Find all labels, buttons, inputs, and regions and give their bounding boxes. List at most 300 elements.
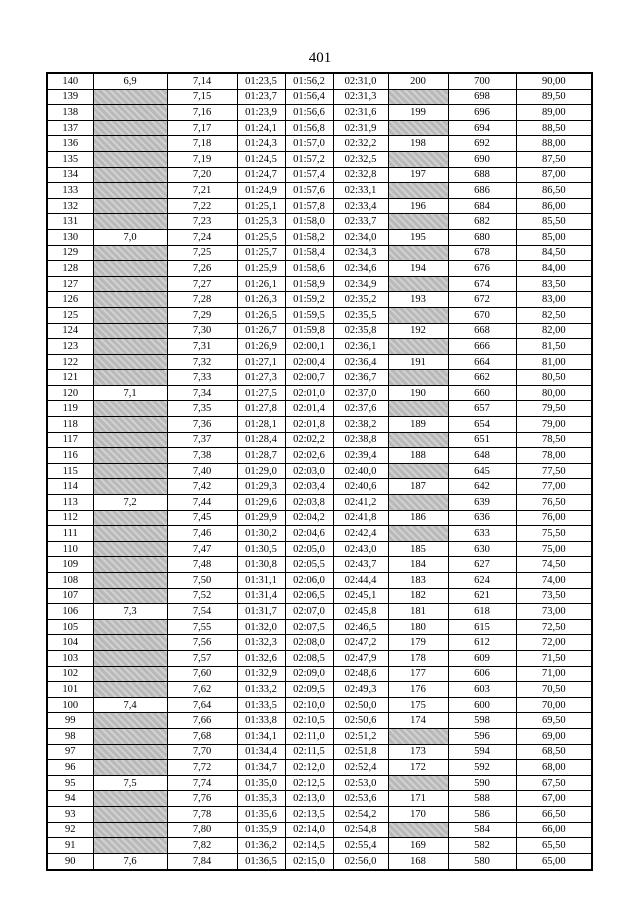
col3-cell: 7,19: [167, 151, 237, 167]
col2-cell: [93, 463, 167, 479]
time2-cell: 02:04,6: [285, 526, 333, 542]
col9-cell: 72,00: [516, 635, 592, 651]
score-cell: 95: [47, 775, 93, 791]
time3-cell: 02:40,0: [333, 463, 388, 479]
col9-cell: 87,00: [516, 167, 592, 183]
time1-cell: 01:34,4: [237, 744, 285, 760]
score-cell: 107: [47, 588, 93, 604]
time1-cell: 01:33,5: [237, 697, 285, 713]
score-cell: 92: [47, 822, 93, 838]
score-cell: 90: [47, 853, 93, 870]
score-cell: 134: [47, 167, 93, 183]
col3-cell: 7,18: [167, 136, 237, 152]
time3-cell: 02:45,1: [333, 588, 388, 604]
col7-cell: 185: [388, 541, 448, 557]
col3-cell: 7,55: [167, 619, 237, 635]
time1-cell: 01:26,7: [237, 323, 285, 339]
table-row: [47, 495, 592, 511]
time3-cell: 02:44,4: [333, 573, 388, 589]
col3-cell: 7,33: [167, 370, 237, 386]
score-cell: 93: [47, 806, 93, 822]
score-cell: 109: [47, 557, 93, 573]
time3-cell: 02:56,0: [333, 853, 388, 870]
table-row: [47, 791, 592, 807]
col2-cell: [93, 307, 167, 323]
col3-cell: 7,45: [167, 510, 237, 526]
table-row: [47, 604, 592, 620]
col3-cell: 7,35: [167, 401, 237, 417]
col3-cell: 7,80: [167, 822, 237, 838]
col7-cell: 178: [388, 650, 448, 666]
col8-cell: 621: [448, 588, 516, 604]
time2-cell: 02:05,0: [285, 541, 333, 557]
time3-cell: 02:35,5: [333, 307, 388, 323]
col3-cell: 7,20: [167, 167, 237, 183]
col3-cell: 7,72: [167, 760, 237, 776]
score-cell: 140: [47, 73, 93, 89]
col3-cell: 7,68: [167, 728, 237, 744]
time1-cell: 01:32,9: [237, 666, 285, 682]
col8-cell: 654: [448, 417, 516, 433]
score-cell: 98: [47, 728, 93, 744]
score-cell: 120: [47, 385, 93, 401]
col7-cell: 191: [388, 354, 448, 370]
time1-cell: 01:25,9: [237, 261, 285, 277]
score-cell: 102: [47, 666, 93, 682]
time3-cell: 02:36,7: [333, 370, 388, 386]
time1-cell: 01:23,7: [237, 89, 285, 105]
col2-cell: [93, 448, 167, 464]
time2-cell: 01:59,8: [285, 323, 333, 339]
col8-cell: 694: [448, 120, 516, 136]
col7-cell: 198: [388, 136, 448, 152]
time3-cell: 02:32,5: [333, 151, 388, 167]
col9-cell: 75,50: [516, 526, 592, 542]
time1-cell: 01:26,5: [237, 307, 285, 323]
table-row: [47, 728, 592, 744]
time2-cell: 01:57,0: [285, 136, 333, 152]
time3-cell: 02:36,1: [333, 339, 388, 355]
col7-cell: 177: [388, 666, 448, 682]
col9-cell: 82,00: [516, 323, 592, 339]
col8-cell: 684: [448, 198, 516, 214]
col9-cell: 67,50: [516, 775, 592, 791]
table-row: [47, 385, 592, 401]
score-cell: 100: [47, 697, 93, 713]
col3-cell: 7,16: [167, 105, 237, 121]
table-row: [47, 276, 592, 292]
time2-cell: 02:01,8: [285, 417, 333, 433]
col8-cell: 700: [448, 73, 516, 89]
col8-cell: 668: [448, 323, 516, 339]
time2-cell: 02:15,0: [285, 853, 333, 870]
col8-cell: 657: [448, 401, 516, 417]
col9-cell: 76,50: [516, 495, 592, 511]
col8-cell: 624: [448, 573, 516, 589]
col2-cell: [93, 635, 167, 651]
time3-cell: 02:54,8: [333, 822, 388, 838]
time1-cell: 01:34,7: [237, 760, 285, 776]
col2-cell: 7,3: [93, 604, 167, 620]
col8-cell: 682: [448, 214, 516, 230]
col7-cell: 189: [388, 417, 448, 433]
time3-cell: 02:39,4: [333, 448, 388, 464]
col2-cell: [93, 557, 167, 573]
table-row: [47, 167, 592, 183]
col3-cell: 7,52: [167, 588, 237, 604]
col3-cell: 7,84: [167, 853, 237, 870]
time1-cell: 01:25,7: [237, 245, 285, 261]
time2-cell: 02:11,0: [285, 728, 333, 744]
time2-cell: 01:56,8: [285, 120, 333, 136]
col8-cell: 580: [448, 853, 516, 870]
col3-cell: 7,76: [167, 791, 237, 807]
time1-cell: 01:30,8: [237, 557, 285, 573]
col2-cell: [93, 791, 167, 807]
table-row: [47, 151, 592, 167]
col7-cell: [388, 728, 448, 744]
time1-cell: 01:29,9: [237, 510, 285, 526]
table-row: [47, 229, 592, 245]
col2-cell: [93, 323, 167, 339]
col9-cell: 70,00: [516, 697, 592, 713]
col2-cell: [93, 292, 167, 308]
score-cell: 126: [47, 292, 93, 308]
score-cell: 99: [47, 713, 93, 729]
col7-cell: 197: [388, 167, 448, 183]
col8-cell: 596: [448, 728, 516, 744]
col3-cell: 7,38: [167, 448, 237, 464]
time1-cell: 01:26,3: [237, 292, 285, 308]
col9-cell: 69,00: [516, 728, 592, 744]
col2-cell: [93, 479, 167, 495]
col3-cell: 7,56: [167, 635, 237, 651]
time1-cell: 01:25,5: [237, 229, 285, 245]
col3-cell: 7,31: [167, 339, 237, 355]
time2-cell: 01:57,8: [285, 198, 333, 214]
time2-cell: 02:00,7: [285, 370, 333, 386]
time2-cell: 01:57,6: [285, 183, 333, 199]
col8-cell: 639: [448, 495, 516, 511]
col7-cell: 184: [388, 557, 448, 573]
col8-cell: 642: [448, 479, 516, 495]
col2-cell: [93, 401, 167, 417]
time2-cell: 02:07,0: [285, 604, 333, 620]
col7-cell: 181: [388, 604, 448, 620]
time2-cell: 02:08,5: [285, 650, 333, 666]
time1-cell: 01:23,9: [237, 105, 285, 121]
col7-cell: 188: [388, 448, 448, 464]
col8-cell: 633: [448, 526, 516, 542]
col2-cell: [93, 105, 167, 121]
time2-cell: 01:58,6: [285, 261, 333, 277]
score-cell: 108: [47, 573, 93, 589]
time3-cell: 02:54,2: [333, 806, 388, 822]
time3-cell: 02:43,7: [333, 557, 388, 573]
table-row: [47, 682, 592, 698]
time2-cell: 01:58,9: [285, 276, 333, 292]
col7-cell: 193: [388, 292, 448, 308]
col8-cell: 636: [448, 510, 516, 526]
time2-cell: 02:12,5: [285, 775, 333, 791]
score-cell: 115: [47, 463, 93, 479]
score-cell: 132: [47, 198, 93, 214]
table-row: [47, 105, 592, 121]
col3-cell: 7,27: [167, 276, 237, 292]
time3-cell: 02:41,2: [333, 495, 388, 511]
time2-cell: 02:03,8: [285, 495, 333, 511]
time3-cell: 02:52,4: [333, 760, 388, 776]
col2-cell: [93, 588, 167, 604]
time3-cell: 02:36,4: [333, 354, 388, 370]
table-row: [47, 760, 592, 776]
col3-cell: 7,60: [167, 666, 237, 682]
col7-cell: 199: [388, 105, 448, 121]
col9-cell: 83,00: [516, 292, 592, 308]
col7-cell: [388, 151, 448, 167]
col3-cell: 7,22: [167, 198, 237, 214]
table-row: [47, 526, 592, 542]
col8-cell: 670: [448, 307, 516, 323]
time1-cell: 01:24,9: [237, 183, 285, 199]
table-row: [47, 666, 592, 682]
col7-cell: [388, 822, 448, 838]
score-cell: 116: [47, 448, 93, 464]
time2-cell: 01:56,6: [285, 105, 333, 121]
time1-cell: 01:24,7: [237, 167, 285, 183]
table-row: [47, 463, 592, 479]
col8-cell: 672: [448, 292, 516, 308]
col8-cell: 680: [448, 229, 516, 245]
score-cell: 114: [47, 479, 93, 495]
col3-cell: 7,82: [167, 838, 237, 854]
col9-cell: 79,00: [516, 417, 592, 433]
col8-cell: 692: [448, 136, 516, 152]
col8-cell: 627: [448, 557, 516, 573]
col8-cell: 664: [448, 354, 516, 370]
time2-cell: 02:10,5: [285, 713, 333, 729]
table-row: [47, 775, 592, 791]
col9-cell: 84,50: [516, 245, 592, 261]
col2-cell: 7,2: [93, 495, 167, 511]
table-row: [47, 853, 592, 870]
time2-cell: 02:03,4: [285, 479, 333, 495]
col3-cell: 7,66: [167, 713, 237, 729]
time3-cell: 02:34,9: [333, 276, 388, 292]
col7-cell: [388, 89, 448, 105]
col3-cell: 7,42: [167, 479, 237, 495]
col8-cell: 609: [448, 650, 516, 666]
time2-cell: 02:00,4: [285, 354, 333, 370]
col2-cell: [93, 806, 167, 822]
col2-cell: [93, 510, 167, 526]
col2-cell: [93, 370, 167, 386]
time1-cell: 01:30,5: [237, 541, 285, 557]
col3-cell: 7,47: [167, 541, 237, 557]
col3-cell: 7,24: [167, 229, 237, 245]
time3-cell: 02:48,6: [333, 666, 388, 682]
time1-cell: 01:27,3: [237, 370, 285, 386]
col7-cell: 196: [388, 198, 448, 214]
time3-cell: 02:33,1: [333, 183, 388, 199]
col8-cell: 615: [448, 619, 516, 635]
col2-cell: [93, 136, 167, 152]
time3-cell: 02:32,2: [333, 136, 388, 152]
time3-cell: 02:41,8: [333, 510, 388, 526]
table-row: [47, 806, 592, 822]
score-cell: 131: [47, 214, 93, 230]
col2-cell: [93, 573, 167, 589]
col8-cell: 584: [448, 822, 516, 838]
col2-cell: [93, 682, 167, 698]
time3-cell: 02:45,8: [333, 604, 388, 620]
score-cell: 105: [47, 619, 93, 635]
col2-cell: [93, 183, 167, 199]
col9-cell: 66,50: [516, 806, 592, 822]
score-cell: 101: [47, 682, 93, 698]
col2-cell: [93, 432, 167, 448]
time3-cell: 02:49,3: [333, 682, 388, 698]
col9-cell: 86,50: [516, 183, 592, 199]
col7-cell: 171: [388, 791, 448, 807]
col8-cell: 592: [448, 760, 516, 776]
col7-cell: [388, 526, 448, 542]
table-row: [47, 183, 592, 199]
col8-cell: 660: [448, 385, 516, 401]
time1-cell: 01:31,1: [237, 573, 285, 589]
time2-cell: 02:10,0: [285, 697, 333, 713]
col2-cell: [93, 120, 167, 136]
col7-cell: [388, 370, 448, 386]
col9-cell: 78,50: [516, 432, 592, 448]
col9-cell: 81,00: [516, 354, 592, 370]
time3-cell: 02:31,9: [333, 120, 388, 136]
score-cell: 138: [47, 105, 93, 121]
col9-cell: 73,00: [516, 604, 592, 620]
col8-cell: 678: [448, 245, 516, 261]
col7-cell: 173: [388, 744, 448, 760]
time2-cell: 02:03,0: [285, 463, 333, 479]
col7-cell: 172: [388, 760, 448, 776]
table-row: [47, 261, 592, 277]
col8-cell: 688: [448, 167, 516, 183]
col3-cell: 7,29: [167, 307, 237, 323]
time1-cell: 01:25,3: [237, 214, 285, 230]
score-cell: 127: [47, 276, 93, 292]
col3-cell: 7,57: [167, 650, 237, 666]
col7-cell: 187: [388, 479, 448, 495]
col8-cell: 598: [448, 713, 516, 729]
table-row: [47, 120, 592, 136]
time1-cell: 01:28,4: [237, 432, 285, 448]
time1-cell: 01:32,0: [237, 619, 285, 635]
time1-cell: 01:28,1: [237, 417, 285, 433]
table-body: [47, 73, 592, 870]
col9-cell: 88,50: [516, 120, 592, 136]
time3-cell: 02:31,6: [333, 105, 388, 121]
table-row: [47, 510, 592, 526]
col9-cell: 71,50: [516, 650, 592, 666]
col3-cell: 7,50: [167, 573, 237, 589]
time3-cell: 02:32,8: [333, 167, 388, 183]
col9-cell: 89,50: [516, 89, 592, 105]
col9-cell: 66,00: [516, 822, 592, 838]
col9-cell: 74,00: [516, 573, 592, 589]
time1-cell: 01:36,5: [237, 853, 285, 870]
col7-cell: [388, 307, 448, 323]
col2-cell: [93, 526, 167, 542]
col9-cell: 80,00: [516, 385, 592, 401]
col3-cell: 7,46: [167, 526, 237, 542]
col3-cell: 7,44: [167, 495, 237, 511]
col2-cell: [93, 276, 167, 292]
col2-cell: 7,0: [93, 229, 167, 245]
col3-cell: 7,48: [167, 557, 237, 573]
col2-cell: [93, 339, 167, 355]
col8-cell: 666: [448, 339, 516, 355]
col9-cell: 70,50: [516, 682, 592, 698]
score-cell: 94: [47, 791, 93, 807]
col7-cell: 175: [388, 697, 448, 713]
col7-cell: 182: [388, 588, 448, 604]
col2-cell: 7,1: [93, 385, 167, 401]
col7-cell: [388, 183, 448, 199]
table-row: [47, 541, 592, 557]
time1-cell: 01:31,4: [237, 588, 285, 604]
time1-cell: 01:29,3: [237, 479, 285, 495]
score-cell: 106: [47, 604, 93, 620]
time1-cell: 01:27,5: [237, 385, 285, 401]
col3-cell: 7,74: [167, 775, 237, 791]
col2-cell: [93, 417, 167, 433]
time2-cell: 02:01,0: [285, 385, 333, 401]
col8-cell: 612: [448, 635, 516, 651]
col3-cell: 7,54: [167, 604, 237, 620]
time2-cell: 02:02,6: [285, 448, 333, 464]
table-row: [47, 292, 592, 308]
col7-cell: [388, 463, 448, 479]
time1-cell: 01:32,3: [237, 635, 285, 651]
score-table: [46, 72, 593, 871]
table-row: [47, 307, 592, 323]
table-row: [47, 214, 592, 230]
time2-cell: 02:14,5: [285, 838, 333, 854]
time1-cell: 01:32,6: [237, 650, 285, 666]
score-cell: 117: [47, 432, 93, 448]
col8-cell: 603: [448, 682, 516, 698]
col9-cell: 72,50: [516, 619, 592, 635]
time1-cell: 01:27,8: [237, 401, 285, 417]
time3-cell: 02:34,6: [333, 261, 388, 277]
col9-cell: 76,00: [516, 510, 592, 526]
time2-cell: 02:06,0: [285, 573, 333, 589]
col7-cell: 183: [388, 573, 448, 589]
time2-cell: 01:58,0: [285, 214, 333, 230]
time2-cell: 02:07,5: [285, 619, 333, 635]
table-row: [47, 697, 592, 713]
time1-cell: 01:24,5: [237, 151, 285, 167]
col3-cell: 7,34: [167, 385, 237, 401]
col7-cell: 169: [388, 838, 448, 854]
time1-cell: 01:29,0: [237, 463, 285, 479]
score-cell: 135: [47, 151, 93, 167]
score-cell: 122: [47, 354, 93, 370]
col7-cell: 174: [388, 713, 448, 729]
col8-cell: 618: [448, 604, 516, 620]
col3-cell: 7,23: [167, 214, 237, 230]
col2-cell: 6,9: [93, 73, 167, 89]
time2-cell: 02:06,5: [285, 588, 333, 604]
